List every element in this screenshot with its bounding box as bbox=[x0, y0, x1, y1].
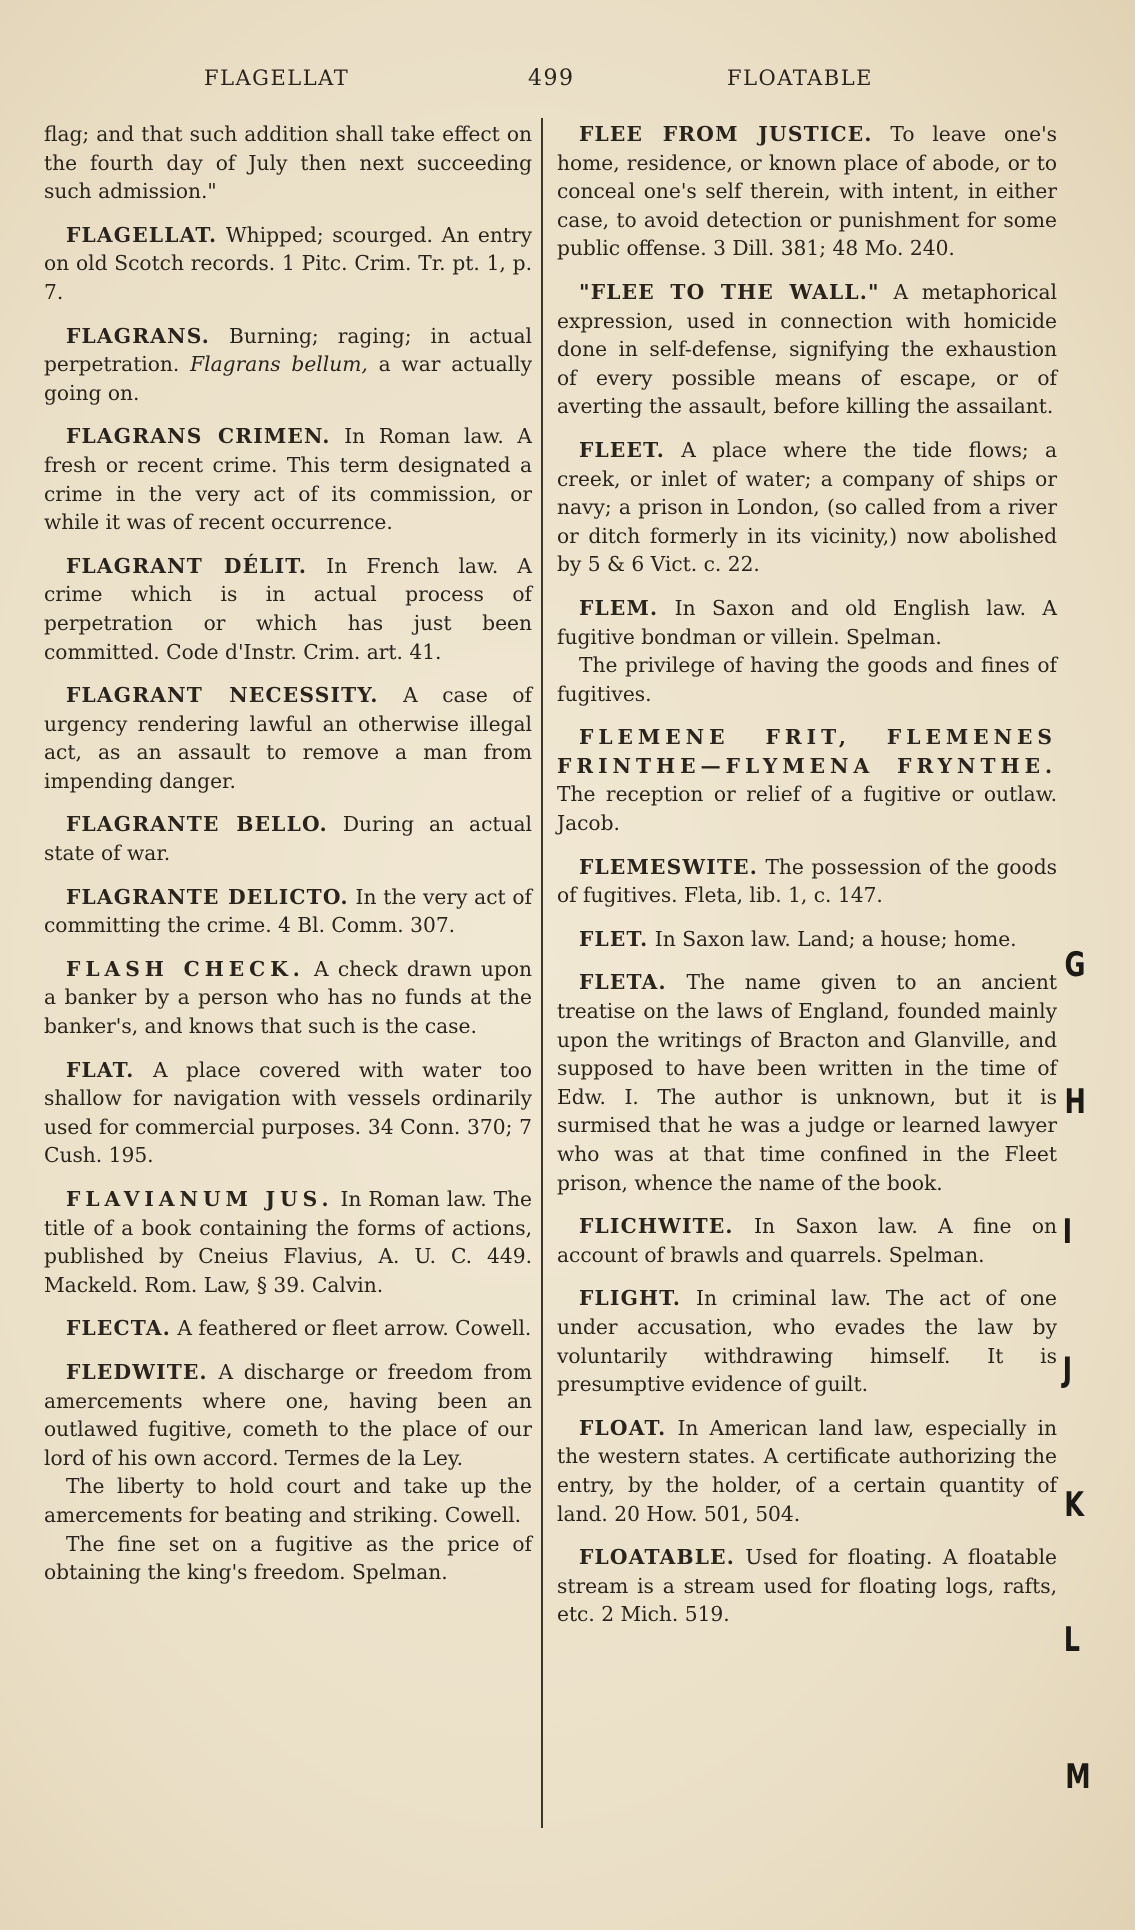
entry-text: A metaphorical expression, used in connection with homicide done in self-defense, signifying the exhaustion of every possible means of escape, or of averting the assault, before killing the assailant. bbox=[557, 279, 1057, 419]
entry-float bbox=[557, 1414, 1057, 1528]
entry-text: In Roman law. The title of a book containing the forms of actions, published by Cneius Flavius, A. U. C. 449. Mackeld. Rom. Law, § 39. Calvin. bbox=[44, 1187, 533, 1297]
thumb-index-letter: I bbox=[1062, 1212, 1073, 1252]
entry-term: FLET. bbox=[579, 926, 649, 951]
entry-flagrante-bello bbox=[44, 810, 532, 867]
entry-flagrans-crimen bbox=[44, 422, 532, 536]
entry-fledwite bbox=[44, 1358, 532, 1587]
entry-term: FLAGELLAT. bbox=[66, 222, 218, 247]
entry-term: FLEM. bbox=[579, 595, 659, 620]
left-column bbox=[44, 120, 532, 1602]
entry-text: The name given to an ancient treatise on the laws of England, founded mainly upon the writings of Bracton and Glanville, and supposed to have been written in the time of Edw. I. The author is unknown, but it is surmised that he was a judge or learned lawyer who was at that time confined in the Fleet prison, whence the name of the book. bbox=[557, 970, 1057, 1195]
running-header bbox=[0, 66, 1135, 100]
entry-term: FLAVIANUM JUS. bbox=[66, 1187, 334, 1211]
entry-text: A feathered or fleet arrow. Cowell. bbox=[177, 1316, 532, 1341]
entry-text: In Roman law. A fresh or recent crime. This term designated a crime in the very act of its commission, or while it was of recent occurrence. bbox=[44, 424, 532, 535]
entry-term: FLECTA. bbox=[66, 1316, 171, 1341]
entry-flat bbox=[44, 1056, 532, 1170]
entry-flagrante-delicto bbox=[44, 883, 532, 940]
entry-continued bbox=[44, 120, 532, 206]
entry-term: FLAGRANS CRIMEN. bbox=[66, 424, 331, 449]
entry-text: In criminal law. The act of one under accusation, who evades the law by voluntarily withdrawing himself. It is presumptive evidence of guilt. bbox=[557, 1286, 1057, 1397]
entry-text-cont: a war actually going on. bbox=[44, 352, 533, 405]
entry-flemene-frit bbox=[557, 723, 1057, 837]
entry-text: A check drawn upon a banker by a person who has no funds at the banker's, and knows that such is the case. bbox=[44, 956, 533, 1039]
entry-text: To leave one's home, residence, or known place of abode, or to conceal one's self therein, with intent, in either case, to avoid detection or punishment for some public offense. 3 Dill. 381; 48 Mo. 240. bbox=[557, 122, 1057, 261]
entry-text: A discharge or freedom from amercements where one, having been an outlawed fugitive, cometh to the place of our lord of his own accord. Termes de la Ley. bbox=[44, 1359, 532, 1470]
entry-fleet bbox=[557, 436, 1057, 579]
entry-flagrant-necessity bbox=[44, 681, 532, 795]
entry-text: A place where the tide flows; a creek, or inlet of water; a company of ships or navy; a prison in London, (so called from a river or ditch formerly in its vicinity,) now abolished by 5 & 6 Vict. c. 22. bbox=[557, 437, 1057, 577]
entry-flem bbox=[557, 594, 1057, 708]
entry-term: FLIGHT. bbox=[579, 1286, 682, 1311]
entry-flavianum-jus bbox=[44, 1185, 532, 1299]
entry-floatable bbox=[557, 1543, 1057, 1629]
column-divider bbox=[541, 118, 543, 1828]
entry-flight bbox=[557, 1284, 1057, 1398]
thumb-index-letter: K bbox=[1064, 1485, 1085, 1525]
entry-text: A place covered with water too shallow for navigation with vessels ordinarily used for commercial purposes. 34 Conn. 370; 7 Cush. 195. bbox=[44, 1057, 532, 1168]
entry-text: In American land law, especially in the western states. A certificate authorizing the entry, by the holder, of a certain quantity of land. 20 How. 501, 504. bbox=[557, 1415, 1058, 1526]
entry-text: In Saxon and old English law. A fugitive bondman or villein. Spelman. bbox=[557, 595, 1057, 649]
entry-term: FLETA. bbox=[579, 970, 667, 995]
page-number: 499 bbox=[528, 66, 575, 91]
entry-flagellat bbox=[44, 221, 532, 307]
entry-term: FLAGRANT NECESSITY. bbox=[66, 683, 379, 708]
entry-flagrans bbox=[44, 322, 532, 408]
entry-text: The reception or relief of a fugitive or outlaw. Jacob. bbox=[557, 782, 1057, 836]
entry-text: In French law. A crime which is in actual process of perpetration or which has just been committed. Code d'Instr. Crim. art. 41. bbox=[44, 553, 532, 664]
entry-text: In Saxon law. A fine on account of brawls and quarrels. Spelman. bbox=[557, 1214, 1057, 1267]
entry-extra-paragraph: The fine set on a fugitive as the price of obtaining the king's freedom. Spelman. bbox=[44, 1531, 532, 1585]
entry-text: Used for floating. A floatable stream is a stream used for floating logs, rafts, etc. 2 Mich. 519. bbox=[557, 1545, 1057, 1627]
thumb-index-letter: L bbox=[1063, 1620, 1080, 1660]
entry-term: FLOAT. bbox=[579, 1415, 667, 1440]
entry-text: flag; and that such addition shall take effect on the fourth day of July then next succeeding such admission." bbox=[44, 122, 532, 204]
entry-term: FLAGRANS. bbox=[66, 323, 211, 348]
right-column bbox=[557, 120, 1057, 1644]
entry-flee-to-the-wall bbox=[557, 278, 1057, 421]
entry-term: FLEDWITE. bbox=[66, 1359, 208, 1384]
entry-term: FLEMENE FRIT, FLEMENES FRINTHE—FLYMENA FRYNTHE. bbox=[557, 725, 1057, 778]
thumb-index-letter: J bbox=[1062, 1350, 1073, 1390]
entry-fleta bbox=[557, 968, 1057, 1197]
entry-term: FLICHWITE. bbox=[579, 1214, 734, 1239]
entry-extra-paragraph: The privilege of having the goods and fines of fugitives. bbox=[557, 653, 1057, 706]
header-first-word: FLAGELLAT bbox=[204, 66, 350, 90]
entry-term: FLAGRANTE BELLO. bbox=[66, 812, 328, 837]
entry-flemeswite bbox=[557, 853, 1057, 910]
entry-term: FLAGRANT DÉLIT. bbox=[66, 553, 308, 578]
entry-flash-check bbox=[44, 955, 532, 1041]
entry-term: FLASH CHECK. bbox=[66, 956, 305, 981]
entry-term: FLOATABLE. bbox=[579, 1545, 735, 1570]
thumb-index-letter: H bbox=[1064, 1082, 1086, 1122]
entry-italic-phrase: Flagrans bellum, bbox=[190, 352, 368, 377]
entry-text: In the very act of committing the crime. 4 Bl. Comm. 307. bbox=[44, 884, 532, 938]
entry-text: In Saxon law. Land; a house; home. bbox=[654, 926, 1017, 951]
entry-text: Burning; raging; in actual perpetration. bbox=[44, 323, 532, 377]
entry-term: "FLEE TO THE WALL." bbox=[579, 279, 880, 304]
entry-term: FLAGRANTE DELICTO. bbox=[66, 884, 349, 909]
entry-flet bbox=[557, 925, 1057, 954]
thumb-index-letter: G bbox=[1064, 945, 1086, 985]
entry-term: FLEMESWITE. bbox=[579, 854, 758, 879]
header-last-word: FLOATABLE bbox=[727, 66, 873, 90]
entry-text: The possession of the goods of fugitives. Fleta, lib. 1, c. 147. bbox=[557, 854, 1057, 908]
entry-flichwite bbox=[557, 1212, 1057, 1269]
entry-term: FLEET. bbox=[579, 437, 665, 462]
entry-text: Whipped; scourged. An entry on old Scotch records. 1 Pitc. Crim. Tr. pt. 1, p. 7. bbox=[44, 222, 532, 304]
entry-term: FLAT. bbox=[66, 1057, 135, 1082]
thumb-index-letter: M bbox=[1065, 1757, 1091, 1797]
entry-term: FLEE FROM JUSTICE. bbox=[579, 122, 873, 146]
entry-text: A case of urgency rendering lawful an otherwise illegal act, as an assault to remove a man from impending danger. bbox=[44, 683, 533, 793]
entry-flee-from-justice bbox=[557, 120, 1057, 263]
entry-flecta bbox=[44, 1314, 532, 1343]
entry-flagrant-delit bbox=[44, 552, 532, 666]
entry-extra-paragraph: The liberty to hold court and take up the amercements for beating and striking. Cowell. bbox=[44, 1474, 532, 1527]
entry-text: During an actual state of war. bbox=[44, 812, 532, 866]
